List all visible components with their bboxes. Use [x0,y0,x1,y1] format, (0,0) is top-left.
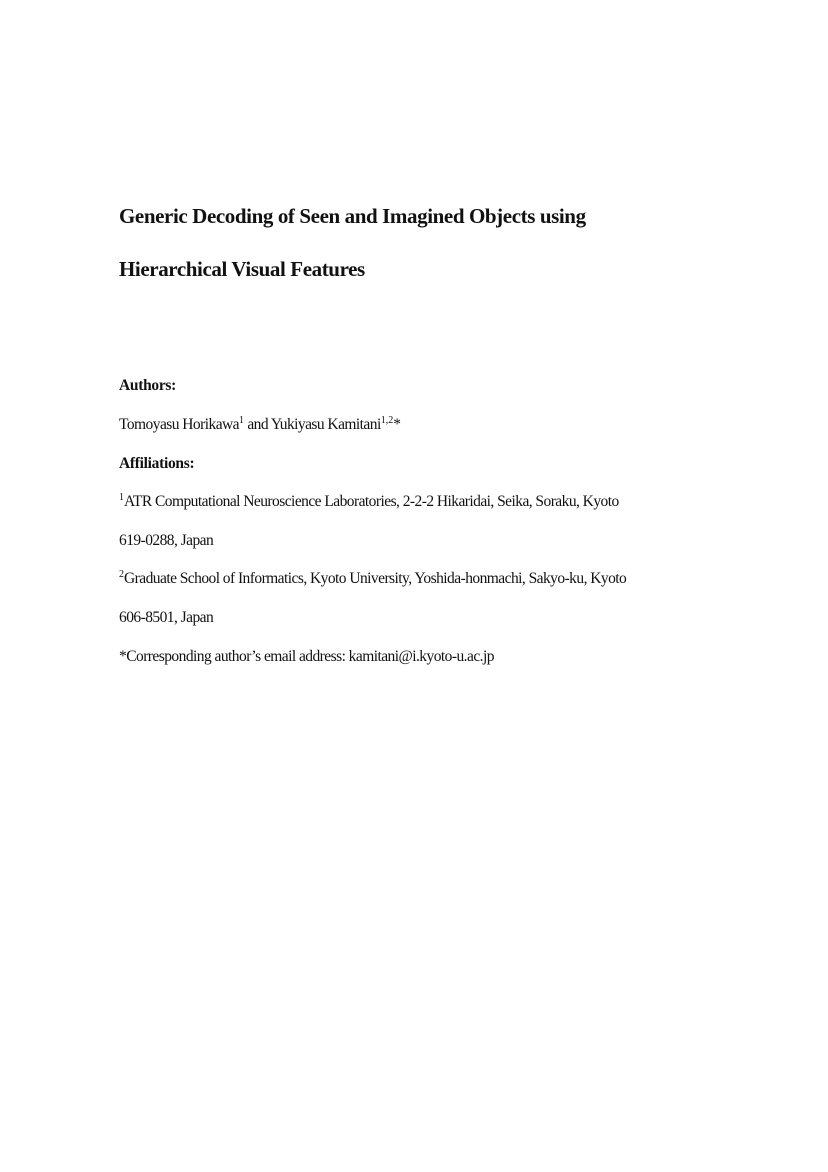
affiliation-1-mark: 1 [119,492,124,503]
corresponding-author-mark: * [393,416,401,433]
authors-heading: Authors: [119,377,177,394]
author-2-affiliation-mark: 1,2 [380,415,394,426]
corresponding-author-email: *Corresponding author’s email address: kamitani@i.kyoto-u.ac.jp [119,648,494,665]
affiliation-2-line-2: 606-8501, Japan [119,609,214,626]
author-conjunction: and [244,416,271,433]
author-list [119,417,400,433]
author-2-name: Yukiyasu Kamitani [270,416,381,433]
paper-title-line-1: Generic Decoding of Seen and Imagined Objects using [119,204,586,228]
affiliations-heading: Affiliations: [119,455,195,472]
affiliation-2-line-1 [119,571,626,587]
paper-title-line-2: Hierarchical Visual Features [119,257,365,281]
author-1-affiliation-mark: 1 [239,415,244,426]
affiliation-1-text: ATR Computational Neuroscience Laboratories, 2-2-2 Hikaridai, Seika, Soraku, Kyoto [124,493,619,510]
affiliation-1-line-1 [119,494,619,510]
affiliation-1-line-2: 619-0288, Japan [119,532,214,549]
affiliation-2-text: Graduate School of Informatics, Kyoto University, Yoshida-honmachi, Sakyo-ku, Kyoto [124,570,627,587]
author-1-name: Tomoyasu Horikawa [119,416,239,433]
affiliation-2-mark: 2 [119,569,124,580]
